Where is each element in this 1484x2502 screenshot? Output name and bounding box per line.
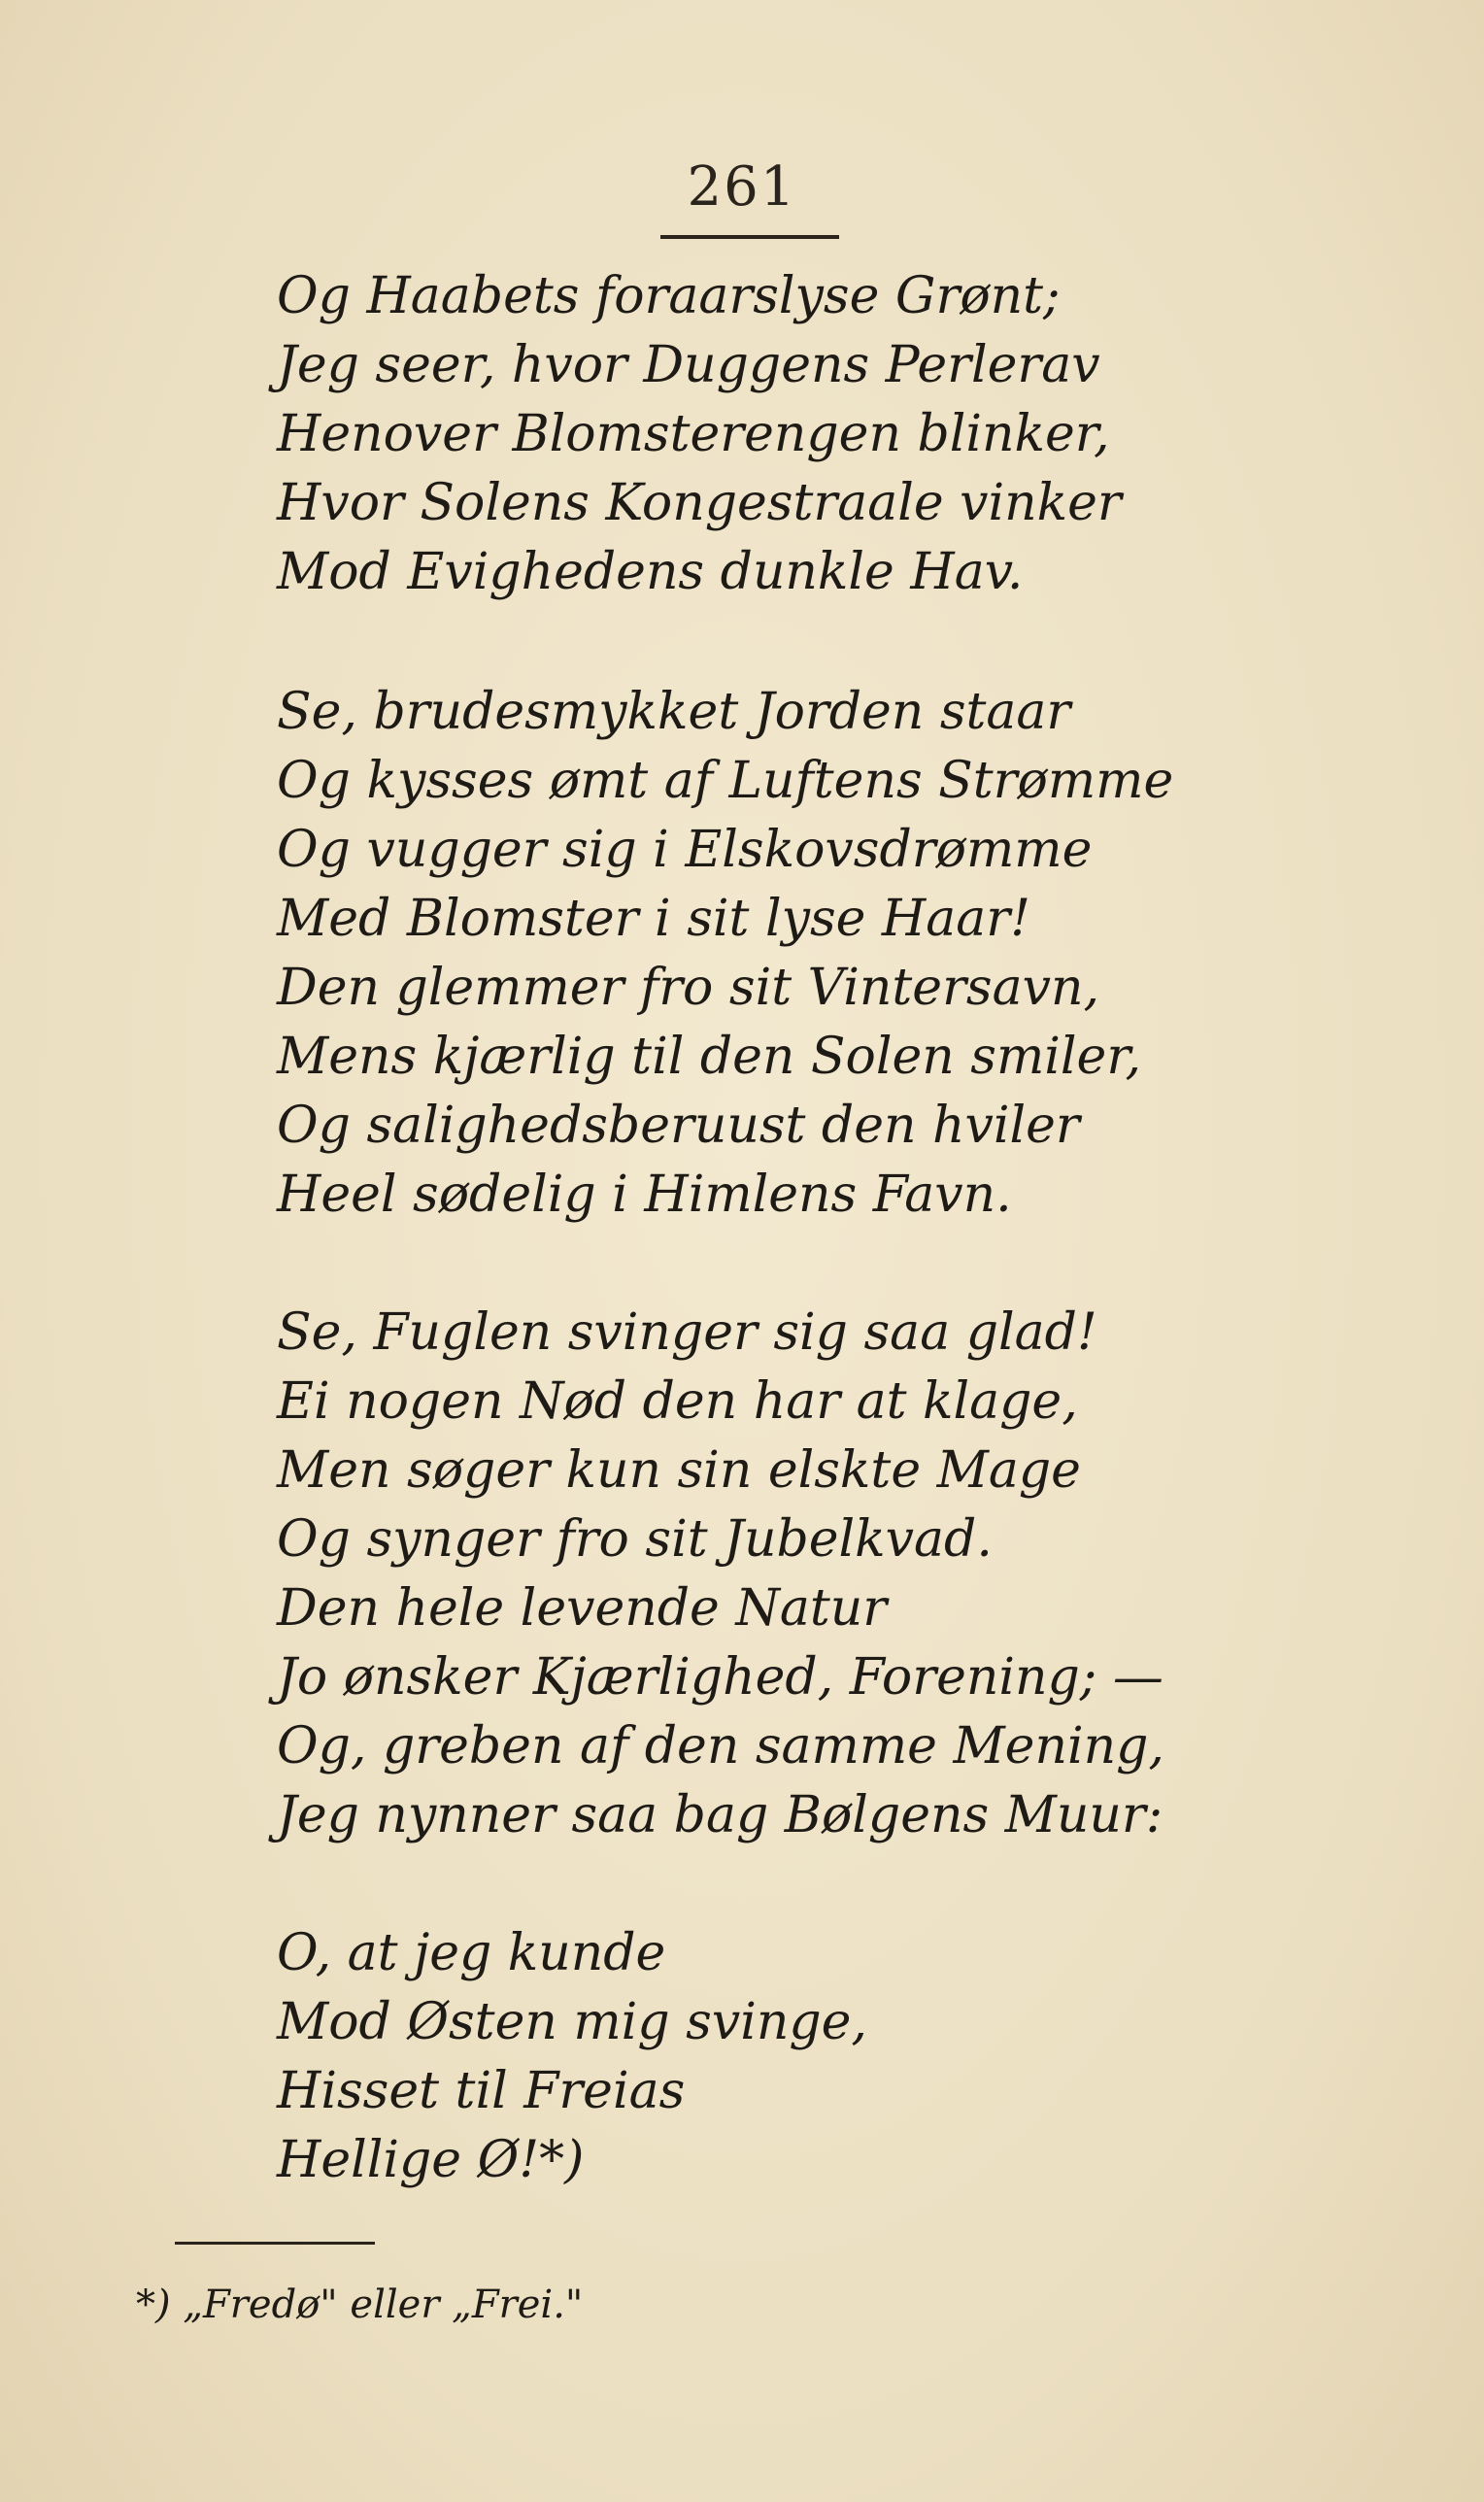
page-number: 261	[687, 155, 797, 219]
verse-line: Hellige Ø!*)	[277, 2131, 585, 2189]
verse-line: Med Blomster i sit lyse Haar!	[277, 890, 1031, 948]
verse-line: Se, brudesmykket Jorden staar	[277, 683, 1071, 741]
stanza-2	[277, 678, 1394, 1230]
verse-line: Den hele levende Natur	[277, 1579, 888, 1638]
verse-line: Den glemmer fro sit Vintersavn,	[277, 959, 1100, 1017]
verse-line: Men søger kun sin elskte Mage	[277, 1441, 1081, 1500]
footnote: *) „Fredø" eller „Frei."	[136, 2282, 584, 2327]
stanza-1	[277, 262, 1394, 607]
verse-line: O, at jeg kunde	[277, 1924, 666, 1982]
verse-line: Hisset til Freias	[277, 2062, 686, 2120]
verse-line: Heel sødelig i Himlens Favn.	[277, 1166, 1012, 1224]
verse-line: Og vugger sig i Elskovsdrømme	[277, 821, 1093, 879]
verse-line: Og, greben af den samme Mening,	[277, 1717, 1164, 1775]
footnote-rule	[175, 2242, 375, 2245]
verse-line: Og salighedsberuust den hviler	[277, 1097, 1080, 1155]
verse-line: Og synger fro sit Jubelkvad.	[277, 1510, 993, 1569]
header-rule	[660, 235, 839, 239]
verse-line: Jeg seer, hvor Duggens Perlerav	[277, 336, 1100, 394]
verse-line: Se, Fuglen svinger sig saa glad!	[277, 1303, 1097, 1362]
stanza-3	[277, 1299, 1394, 1850]
stanza-4	[277, 1919, 1394, 2195]
verse-line: Jeg nynner saa bag Bølgens Muur:	[277, 1786, 1164, 1844]
verse-line: Mod Østen mig svinge,	[277, 1993, 867, 2051]
verse-line: Mod Evighedens dunkle Hav.	[277, 543, 1024, 601]
verse-line: Ei nogen Nød den har at klage,	[277, 1372, 1078, 1431]
verse-line: Henover Blomsterengen blinker,	[277, 405, 1110, 463]
verse-line: Hvor Solens Kongestraale vinker	[277, 474, 1122, 532]
verse-line: Jo ønsker Kjærlighed, Forening; —	[277, 1648, 1164, 1707]
verse-line: Og Haabets foraarslyse Grønt;	[277, 267, 1061, 325]
verse-line: Og kysses ømt af Luftens Strømme	[277, 752, 1174, 810]
verse-line: Mens kjærlig til den Solen smiler,	[277, 1028, 1141, 1086]
